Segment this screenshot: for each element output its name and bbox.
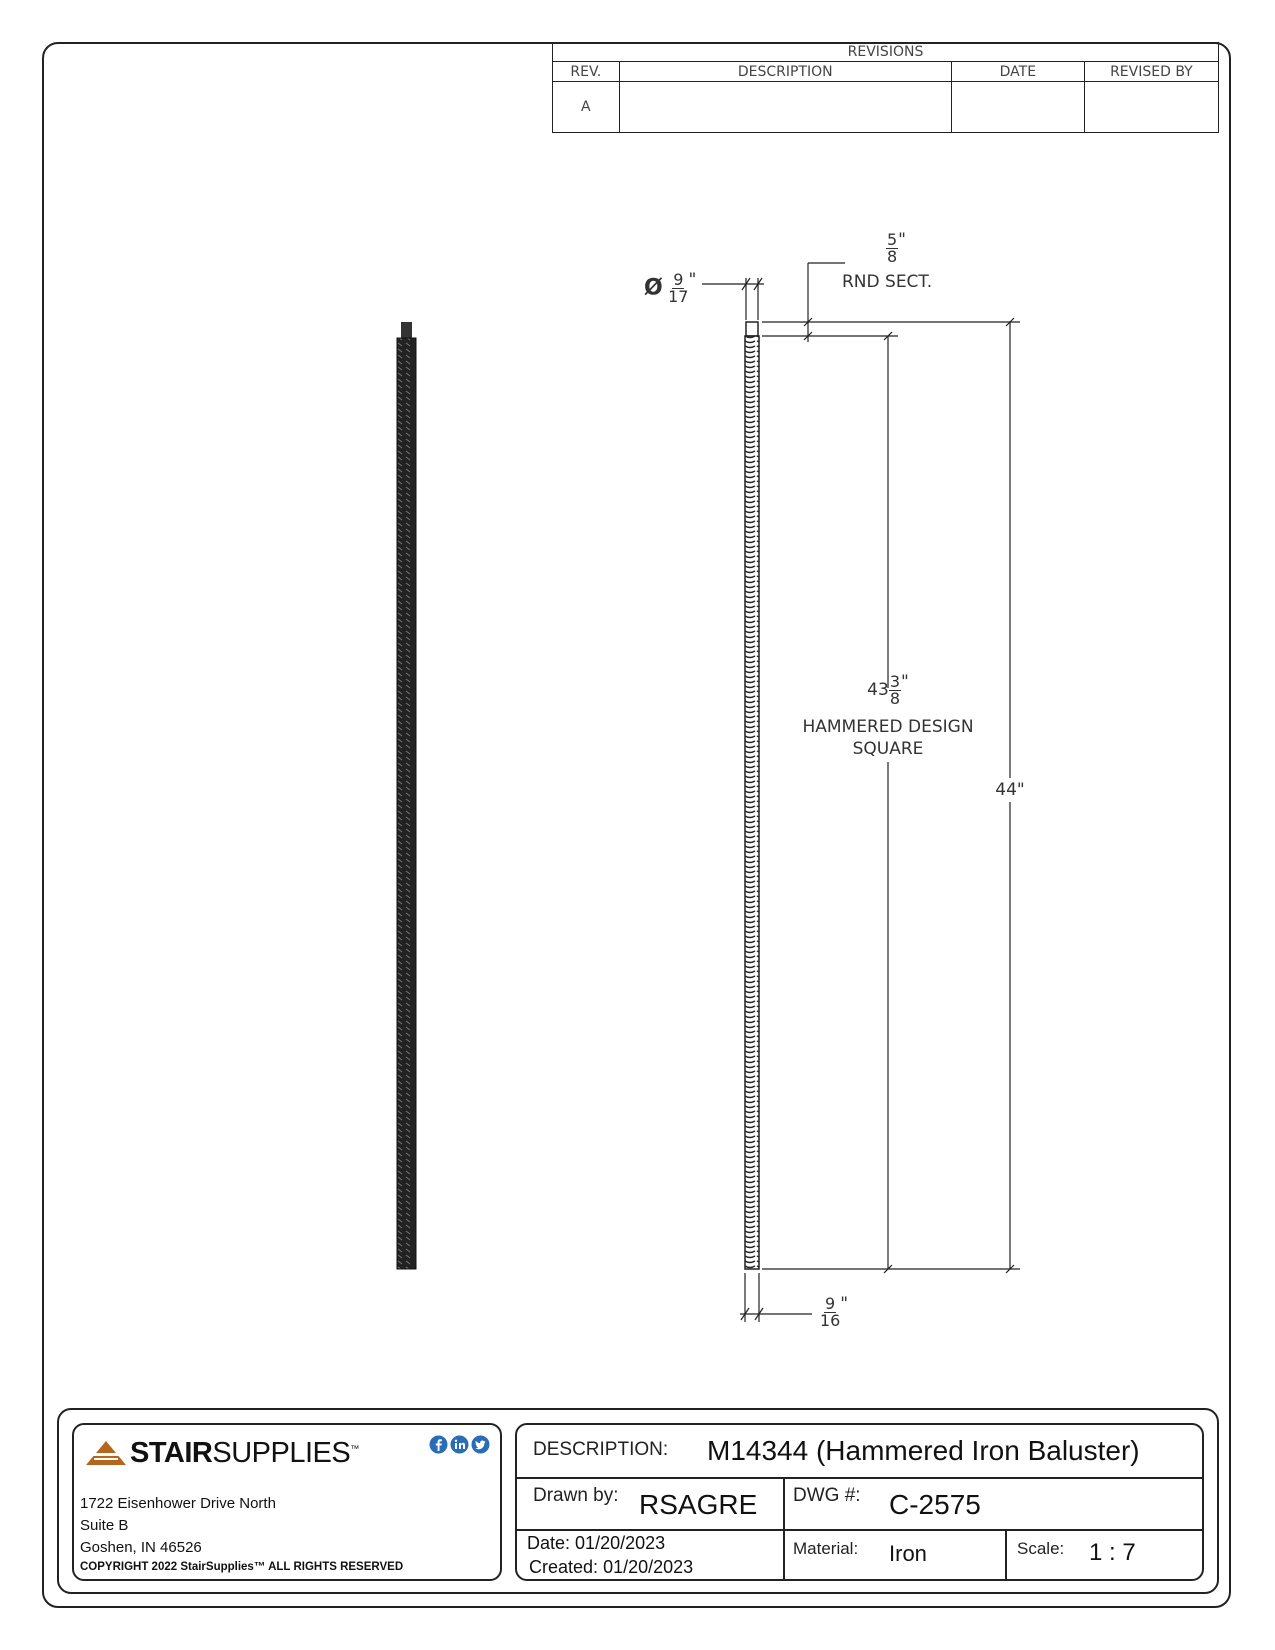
info-vdivider-1 (783, 1477, 785, 1581)
baluster-front-view (745, 322, 759, 1269)
round-section-fraction (886, 232, 898, 265)
address-line-3: Goshen, IN 46526 (80, 1539, 202, 1556)
hammered-label-line1: HAMMERED DESIGN (802, 717, 974, 737)
revised-by-header: REVISED BY (1084, 62, 1218, 82)
drawn-by-value: RSAGRE (639, 1489, 758, 1520)
stairsupplies-logo-icon (84, 1439, 128, 1467)
hammered-fraction (889, 674, 901, 707)
social-icons (429, 1435, 490, 1454)
drawing-info-box (515, 1423, 1204, 1581)
created-row (529, 1557, 693, 1578)
dwg-number-label: DWG #: (793, 1485, 861, 1506)
twitter-icon[interactable] (471, 1435, 490, 1454)
logo-bold-text: STAIR (130, 1437, 213, 1469)
info-vdivider-2 (1005, 1529, 1007, 1581)
info-divider-2 (517, 1529, 1202, 1531)
diameter-numerator: 9 (673, 270, 684, 289)
material-value: Iron (889, 1541, 927, 1566)
round-section-label: RND SECT. (842, 272, 933, 292)
baluster-3d-body (397, 338, 416, 1269)
address-line-2: Suite B (80, 1517, 129, 1534)
description-label: DESCRIPTION: (533, 1439, 669, 1460)
round-section-denominator: 8 (886, 247, 898, 266)
company-address (80, 1493, 276, 1559)
rev-cell: A (553, 82, 620, 133)
drawn-by-label: Drawn by: (533, 1485, 619, 1506)
overall-height-dimension: 44" (988, 782, 1032, 799)
description-value: M14344 (Hammered Iron Baluster) (707, 1435, 1140, 1466)
rev-header: REV. (553, 62, 620, 82)
hammered-numerator: 3 (889, 672, 900, 691)
logo-light-text: SUPPLIES (212, 1437, 351, 1469)
diameter-fraction (668, 272, 688, 305)
baluster-3d-view (397, 322, 416, 1269)
hammered-whole: 43 (867, 680, 889, 700)
round-section-unit: " (898, 230, 906, 250)
company-info-box (72, 1423, 502, 1581)
hammered-dimension (838, 674, 938, 707)
info-divider-1 (517, 1477, 1202, 1479)
dwg-number-value: C-2575 (889, 1489, 981, 1520)
scale-label: Scale: (1017, 1539, 1065, 1558)
diameter-symbol: Ø (644, 275, 663, 301)
date-header: DATE (951, 62, 1084, 82)
date-row (527, 1533, 665, 1554)
date-value: 01/20/2023 (575, 1533, 666, 1553)
facebook-icon[interactable] (429, 1435, 448, 1454)
address-line-1: 1722 Eisenhower Drive North (80, 1495, 276, 1512)
logo-tm: ™ (350, 1443, 359, 1454)
company-logo (130, 1437, 359, 1470)
bottom-width-denominator: 16 (819, 1311, 841, 1330)
created-label: Created: (529, 1557, 599, 1577)
linkedin-icon[interactable] (450, 1435, 469, 1454)
scale-value: 1 : 7 (1089, 1539, 1136, 1566)
round-section-dimension (846, 232, 946, 265)
bottom-width-numerator: 9 (824, 1294, 836, 1313)
date-label: Date: (527, 1533, 571, 1553)
hammered-label-line2: SQUARE (852, 739, 924, 759)
material-label: Material: (793, 1539, 859, 1558)
round-section-numerator: 5 (886, 230, 898, 249)
description-header: DESCRIPTION (619, 62, 951, 82)
baluster-round-section (746, 322, 758, 336)
diameter-denominator: 17 (668, 287, 689, 306)
bottom-width-unit: " (840, 1294, 849, 1314)
bottom-width-dimension (814, 1296, 854, 1329)
diameter-dimension (644, 272, 696, 305)
hammered-denominator: 8 (889, 689, 900, 708)
diameter-unit: " (688, 270, 697, 290)
baluster-3d-top-collar (401, 322, 412, 338)
baluster-hammered-body (745, 336, 759, 1269)
bottom-width-fraction (820, 1296, 840, 1329)
created-value: 01/20/2023 (603, 1557, 694, 1577)
hammered-unit: " (901, 672, 909, 692)
copyright-notice: COPYRIGHT 2022 StairSupplies™ ALL RIGHTS RESERVED (80, 1561, 404, 1573)
revisions-title: REVISIONS (553, 43, 1219, 62)
